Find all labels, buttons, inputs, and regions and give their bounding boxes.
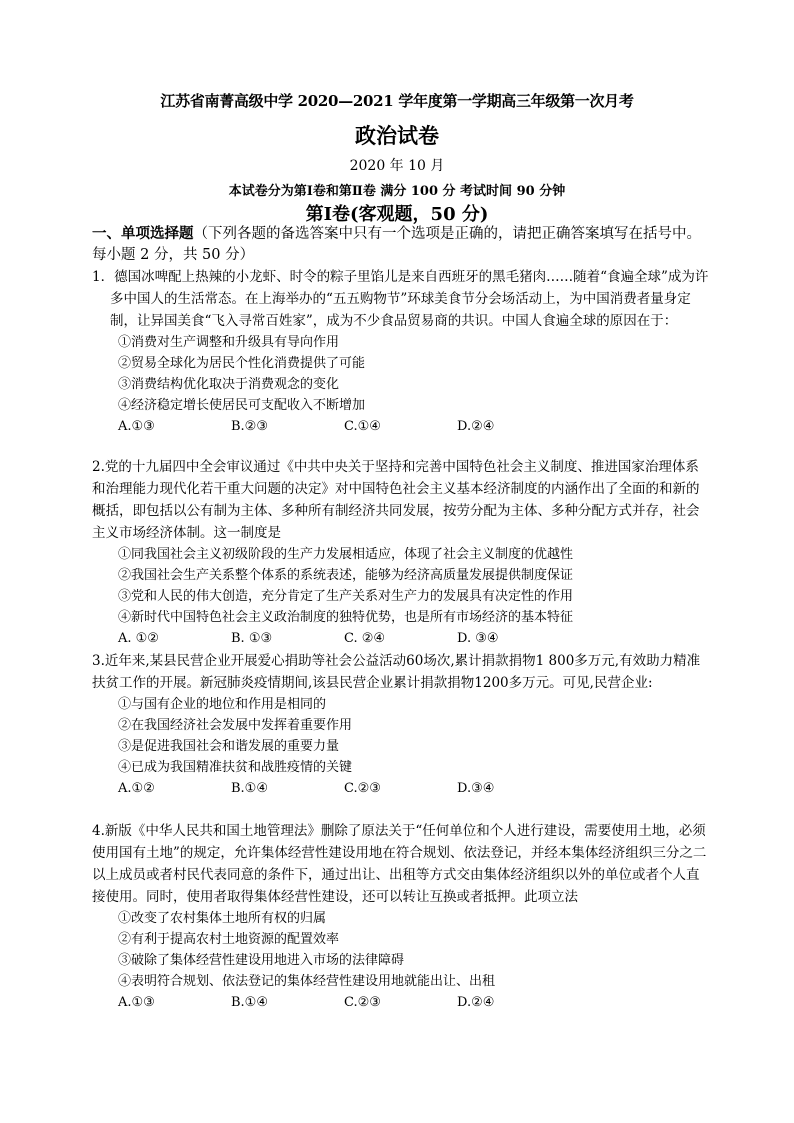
- answer-a: A. ①②: [118, 631, 159, 646]
- option-item: ①消费对生产调整和升级具有导向作用: [118, 335, 340, 350]
- answer-d: D. ③④: [457, 631, 499, 646]
- option-item: ④表明符合规划、依法登记的集体经营性建设用地就能出让、出租: [118, 974, 496, 989]
- answer-c: C.②③: [344, 995, 381, 1010]
- option-item: ④新时代中国特色社会主义政治制度的独特优势，也是所有市场经济的基本特征: [118, 610, 574, 625]
- answer-choices: [92, 778, 712, 799]
- option-item: ①同我国社会主义初级阶段的生产力发展相适应，体现了社会主义制度的优越性: [118, 547, 574, 562]
- answer-b: B.①④: [231, 995, 268, 1010]
- option-item: ②我国社会生产关系整个体系的系统表述，能够为经济高质量发展提供制度保证: [118, 568, 574, 583]
- answer-choices: [92, 992, 712, 1013]
- option-item: ②在我国经济社会发展中发挥着重要作用: [118, 718, 353, 733]
- option-item: ②贸易全球化为居民个性化消费提供了可能: [118, 356, 366, 371]
- option-item: ③党和人民的伟大创造，充分肯定了生产关系对生产力的发展具有决定性的作用: [118, 589, 574, 604]
- part-title: 第Ⅰ卷(客观题，50 分): [305, 204, 489, 225]
- answer-b: B.①④: [231, 781, 268, 796]
- subject-title: 政治试卷: [355, 123, 439, 148]
- answer-b: B.②③: [231, 419, 268, 434]
- section-heading: [92, 223, 712, 266]
- exam-title: 江苏省南菁高级中学 2020—2021 学年度第一学期高三年级第一次月考: [160, 92, 634, 110]
- answer-a: A.①③: [118, 419, 155, 434]
- answer-a: A.①②: [118, 781, 155, 796]
- answer-c: C.②③: [344, 781, 381, 796]
- exam-info: 本试卷分为第Ⅰ卷和第Ⅱ卷 满分 100 分 考试时间 90 分钟: [228, 184, 566, 199]
- answer-c: C.①④: [344, 419, 381, 434]
- option-item: ③消费结构优化取决于消费观念的变化: [118, 377, 340, 392]
- answer-d: D.③④: [457, 781, 495, 796]
- option-item: ③破除了集体经营性建设用地进入市场的法律障碍: [118, 953, 405, 968]
- answer-d: D.②④: [457, 995, 495, 1010]
- option-item: ③是促进我国社会和谐发展的重要力量: [118, 739, 340, 754]
- question-1: [92, 266, 712, 437]
- exam-date: 2020 年 10 月: [349, 158, 445, 174]
- answer-c: C. ②④: [344, 631, 386, 646]
- answer-b: B. ①③: [231, 631, 273, 646]
- answer-a: A.①③: [118, 995, 155, 1010]
- answer-choices: [92, 416, 712, 437]
- answer-choices: [92, 628, 712, 649]
- answer-d: D.②④: [457, 419, 495, 434]
- question-stem: 3.近年来,某县民营企业开展爱心捐助等社会公益活动60场次,累计捐款捐物1 800多万元,有效助力精准扶贫工作的开展。新冠肺炎疫情期间,该县民营企业累计捐款捐物1200多万元。可见,民营企业:: [92, 653, 701, 691]
- option-item: ①与国有企业的地位和作用是相同的: [118, 697, 327, 712]
- section-title: 一、单项选择题: [92, 225, 194, 242]
- option-item: ④经济稳定增长使居民可支配收入不断增加: [118, 398, 366, 413]
- question-4: [92, 820, 712, 1013]
- question-3: [92, 650, 712, 799]
- question-stem: 4.新版《中华人民共和国土地管理法》删除了原法关于“任何单位和个人进行建设，需要使用土地，必须使用国有土地”的规定，允许集体经营性建设用地在符合规划、依法登记，并经本集体经济组织三分之二以上成员或者村民代表同意的条件下，通过出让、出租等方式交由集体经济组织以外的单位或者个人直接使用。同时，使用者取得集体经营性建设，还可以转让互换或者抵押。此项立法: [92, 823, 707, 905]
- option-item: ①改变了农村集体土地所有权的归属: [118, 911, 327, 926]
- section-instruction: （下列各题的备选答案中只有一个选项是正确的，请把正确答案填写在括号中。每小题 2 分，共 50 分）: [92, 226, 701, 263]
- question-2: [92, 456, 712, 649]
- option-item: ②有利于提高农村土地资源的配置效率: [118, 932, 340, 947]
- question-stem: 1．德国冰啤配上热辣的小龙虾、时令的粽子里馅儿是来自西班牙的黑毛猪肉……随着“食遍全球”成为许多中国人的生活常态。在上海举办的“五五购物节”环球美食节分会场活动上，为中国消费者量身定制，让异国美食“飞入寻常百姓家”，成为不少食品贸易商的共识。中国人食遍全球的原因在于：: [92, 269, 709, 329]
- question-stem: 2.党的十九届四中全会审议通过《中共中央关于坚持和完善中国特色社会主义制度、推进国家治理体系和治理能力现代化若干重大问题的决定》对中国特色社会主义基本经济制度的内涵作出了全面的和新的概括，即包括以公有制为主体、多种所有制经济共同发展，按劳分配为主体、多种分配方式并存，社会主义市场经济体制。这一制度是: [92, 459, 700, 541]
- option-item: ④已成为我国精准扶贫和战胜疫情的关键: [118, 760, 353, 775]
